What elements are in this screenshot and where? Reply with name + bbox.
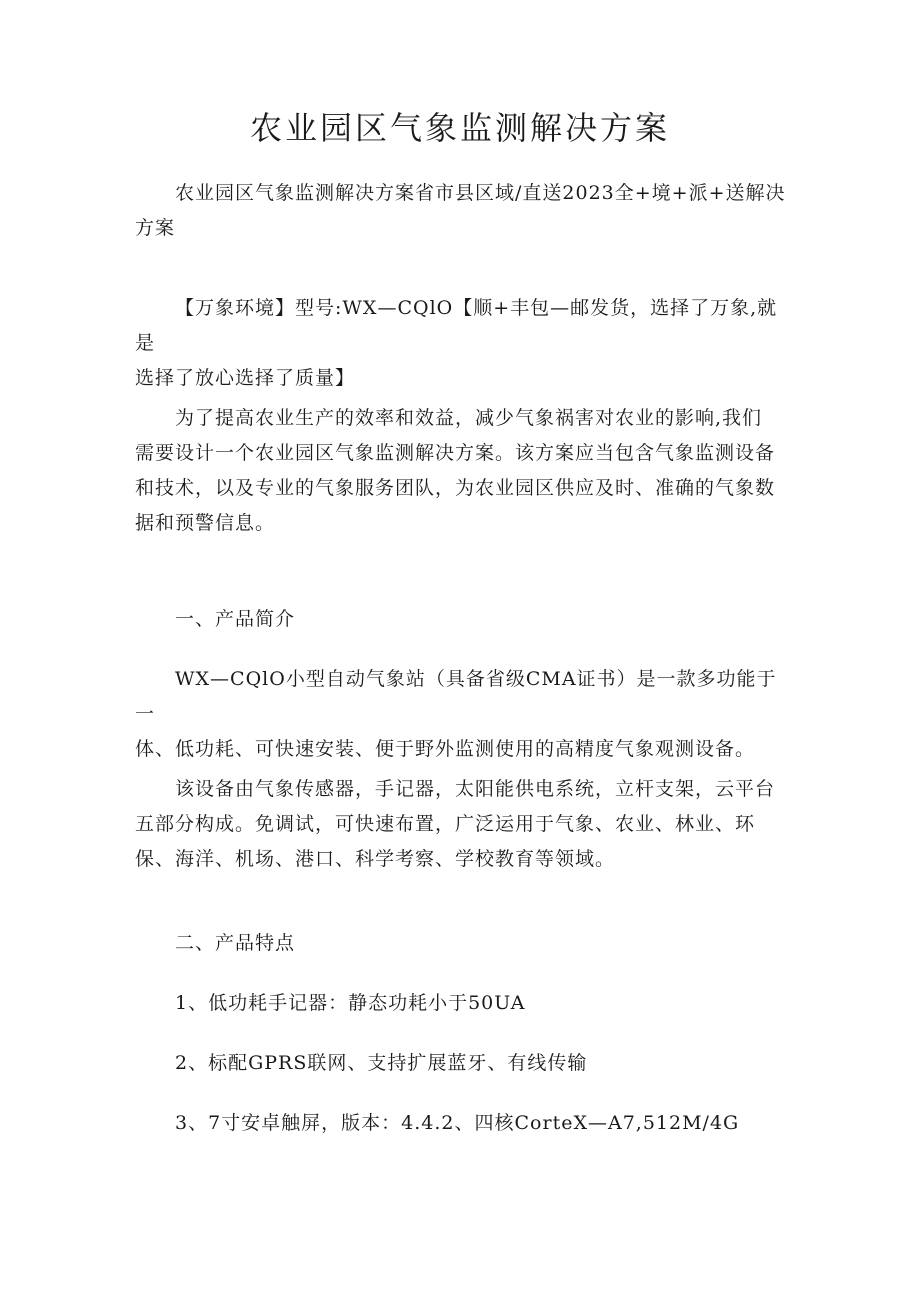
section-heading-product-features: 二、产品特点 (175, 932, 296, 954)
feature-item-1: 1、低功耗手记器：静态功耗小于50UA (175, 992, 526, 1014)
paragraph-brand: 【万象环境】型号:WX—CQlO【顺+丰包—邮发货，选择了万象,就是 选择了放心选择了质量】 (135, 297, 778, 389)
feature-item-3: 3、7寸安卓触屏，版本：4.4.2、四核CorteX—A7,512M/4G (175, 1112, 740, 1134)
paragraph-product-intro: WX—CQlO小型自动气象站（具备省级CMA证书）是一款多功能于一 体、低功耗、可快速安装、便于野外监测使用的高精度气象观测设备。 (135, 668, 777, 760)
paragraph-purpose: 为了提高农业生产的效率和效益，减少气象祸害对农业的影响,我们 需要设计一个农业园区气象监测解决方案。该方案应当包含气象监测设备 和技术，以及专业的气象服务团队，为农业园区供应及时、准确的气象数 据和预警信息。 (135, 407, 776, 534)
feature-item-2: 2、标配GPRS联网、支持扩展蓝牙、有线传输 (175, 1052, 588, 1074)
document-title: 农业园区气象监测解决方案 (249, 109, 670, 147)
paragraph-device-composition: 该设备由气象传感器，手记器，太阳能供电系统，立杆支架，云平台 五部分构成。免调试，可快速布置，广泛运用于气象、农业、林业、环 保、海洋、机场、港口、科学考察、学校教育等领域。 (135, 778, 776, 870)
section-heading-product-intro: 一、产品简介 (175, 608, 296, 630)
paragraph-intro: 农业园区气象监测解决方案省市县区域/直送2023全+境+派+送解决 方案 (135, 182, 786, 239)
